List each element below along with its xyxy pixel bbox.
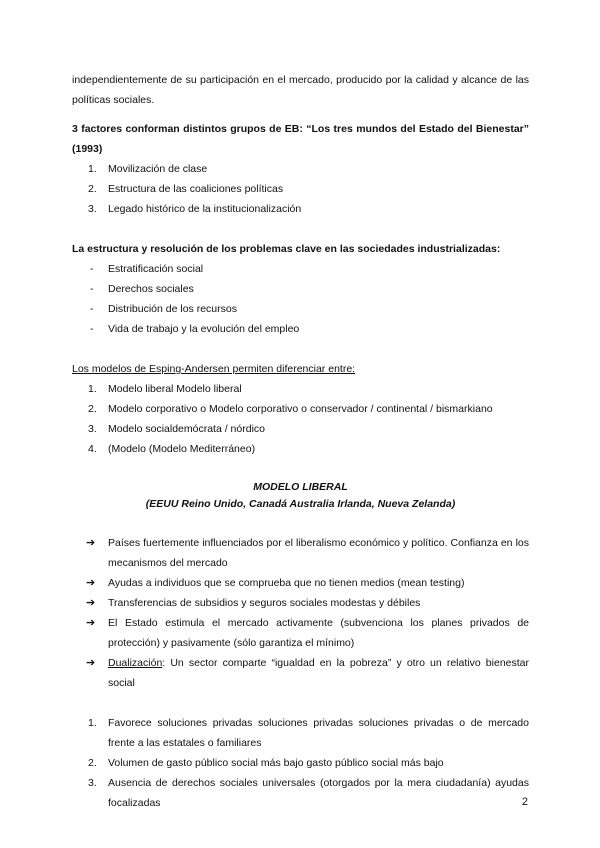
list-item: - Derechos sociales	[90, 283, 194, 295]
list-item: 3. Legado histórico de la institucionalización	[88, 203, 302, 215]
section3-heading: Los modelos de Esping-Andersen permiten diferenciar entre:	[72, 363, 356, 375]
list-item: - Distribución de los recursos	[90, 303, 237, 315]
list-item: ➔ Ayudas a individuos que se comprueba que no tienen medios (mean testing)	[72, 573, 529, 593]
arrow-icon: ➔	[86, 657, 96, 669]
list-item: 1. Favorece soluciones privadas soluciones privadas soluciones privadas o de mercado frente a las estatales o familiares	[88, 717, 529, 749]
list-item: 2. Estructura de las coaliciones políticas	[88, 183, 284, 195]
liberal-points	[72, 533, 529, 693]
section2-heading: La estructura y resolución de los problemas clave en las sociedades industrializadas:	[72, 243, 501, 255]
list-item: ➔ Dualización: Un sector comparte “igualdad en la pobreza” y otro un relativo bienestar social	[72, 653, 529, 693]
list-item: 1. Movilización de clase	[88, 163, 208, 175]
list-item: 2. Modelo corporativo o Modelo corporativo o conservador / continental / bismarkiano	[88, 403, 493, 415]
arrow-icon: ➔	[86, 577, 96, 589]
arrow-icon: ➔	[86, 617, 96, 629]
list-item: 3. Modelo socialdemócrata / nórdico	[88, 423, 265, 435]
page-number: 2	[521, 796, 528, 808]
list-item: 4. (Modelo (Modelo Mediterráneo)	[88, 443, 256, 455]
liberal-subtitle: (EEUU Reino Unido, Canadá Australia Irlanda, Nueva Zelanda)	[145, 498, 456, 510]
list-item: 3. Ausencia de derechos sociales universales (otorgados por la mera ciudadanía) ayudas focalizadas	[88, 777, 529, 809]
arrow-icon: ➔	[86, 597, 96, 609]
section1-list	[72, 159, 529, 219]
list-item: 1. Modelo liberal Modelo liberal	[88, 383, 242, 395]
list-item: ➔ Transferencias de subsidios y seguros sociales modestas y débiles	[72, 593, 529, 613]
liberal-numbered	[72, 713, 529, 813]
section3-list	[72, 379, 529, 459]
section2-list	[72, 259, 529, 339]
list-item: ➔ Países fuertemente influenciados por el liberalismo económico y político. Confianza en los mecanismos del mercado	[72, 533, 529, 573]
intro-paragraph: independientemente de su participación en el mercado, producido por la calidad y alcance de las políticas sociales.	[72, 74, 529, 106]
list-item: 2. Volumen de gasto público social más bajo gasto público social más bajo	[88, 757, 444, 769]
document-page	[72, 70, 529, 813]
list-item: ➔ El Estado estimula el mercado activamente (subvenciona los planes privados de protección) y pasivamente (sólo garantiza el mínimo)	[72, 613, 529, 653]
section1-heading: 3 factores conforman distintos grupos de EB: “Los tres mundos del Estado del Bienestar” (1993)	[72, 123, 529, 155]
arrow-icon: ➔	[86, 537, 96, 549]
dualizacion-term: Dualización	[108, 657, 163, 669]
list-item: - Estratificación social	[90, 263, 204, 275]
liberal-title: MODELO LIBERAL	[253, 481, 348, 493]
list-item: - Vida de trabajo y la evolución del empleo	[90, 323, 300, 335]
